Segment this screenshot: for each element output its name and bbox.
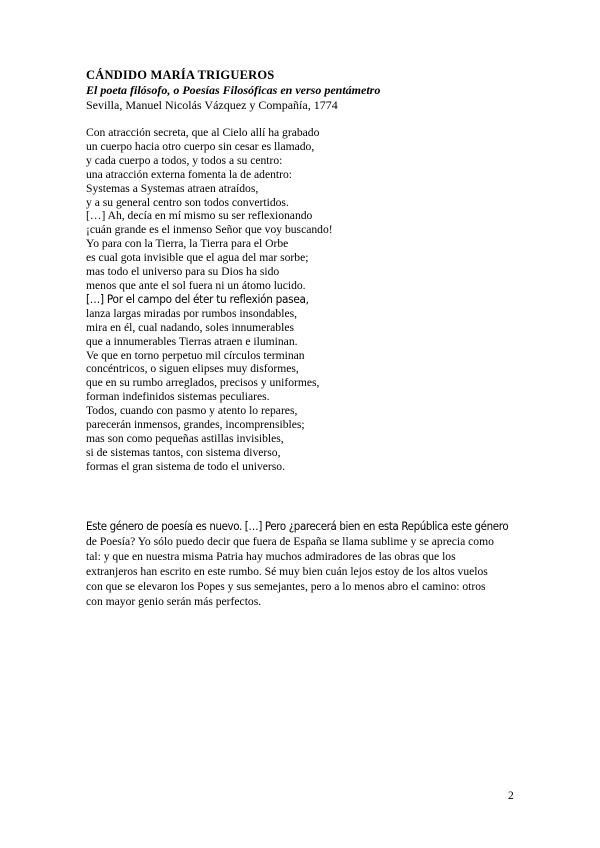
poem-line: mas son como pequeñas astillas invisibles, (86, 431, 284, 445)
poem-line: Ve que en torno perpetuo mil círculos terminan (86, 348, 305, 362)
poem-line: y a su general centro son todos convertidos. (86, 195, 289, 209)
document-header (86, 68, 526, 113)
poem-line: mas todo el universo para su Dios ha sido (86, 265, 280, 279)
prose-line: con que se elevaron los Popes y sus semejantes, pero a lo menos abro el camino: otros (86, 580, 486, 593)
poem-line: una atracción externa fomenta la de adentro: (86, 167, 293, 181)
poem-line: es cual gota invisible que el agua del mar sorbe; (86, 251, 309, 265)
poem-line: parecerán inmensos, grandes, incomprensibles; (86, 418, 305, 432)
poem-line: ¡cuán grande es el inmenso Señor que voy buscando! (86, 223, 333, 237)
prose-line: tal: y que en nuestra misma Patria hay muchos admiradores de las obras que los (86, 550, 456, 563)
poem-line: menos que ante el sol fuera ni un átomo lucido. (86, 278, 306, 292)
poem-line: […] Ah, decía en mí mismo su ser reflexionando (86, 209, 313, 223)
poem-line: forman indefinidos sistemas peculiares. (86, 390, 270, 404)
poem-line: lanza largas miradas por rumbos insondables, (86, 306, 297, 320)
prose-line: de Poesía? Yo sólo puedo decir que fuera de España se llama sublime y se aprecia como (86, 535, 494, 548)
poem-line: un cuerpo hacia otro cuerpo sin cesar es llamado, (86, 139, 315, 153)
poem-line: […] Por el campo del éter tu reflexión pasea, (86, 291, 309, 306)
poem-line: formas el gran sistema de todo el universo. (86, 459, 285, 473)
poem-line: mira en él, cual nadando, soles innumerables (86, 320, 294, 334)
imprint-line: Sevilla, Manuel Nicolás Vázquez y Compañía, 1774 (86, 98, 338, 112)
poem-line: y cada cuerpo a todos, y todos a su centro: (86, 153, 283, 167)
poem-line: Systemas a Systemas atraen atraídos, (86, 181, 259, 195)
author-name: CÁNDIDO MARÍA TRIGUEROS (86, 68, 275, 82)
prose-paragraph (86, 519, 518, 609)
poem-line: si de sistemas tantos, con sistema diverso, (86, 445, 281, 459)
prose-line: extranjeros han escrito en este rumbo. Sé muy bien cuán lejos estoy de los altos vuelos (86, 565, 488, 578)
poem-line: que a innumerables Tierras atraen e iluminan. (86, 334, 298, 348)
poem-line: Todos, cuando con pasmo y atento lo repares, (86, 404, 298, 418)
poem-line: concéntricos, o siguen elipses muy disformes, (86, 362, 299, 376)
work-title: El poeta filósofo, o Poesías Filosóficas en verso pentámetro (86, 83, 381, 97)
prose-line: con mayor genio serán más perfectos. (86, 595, 262, 608)
poem-block (86, 126, 526, 474)
prose-line: Este género de poesía es nuevo. […] Pero ¿parecerá bien en esta República este género (86, 519, 509, 533)
poem-line: que en su rumbo arreglados, precisos y uniformes, (86, 376, 320, 390)
page-number: 2 (508, 790, 514, 802)
poem-line: Yo para con la Tierra, la Tierra para el Orbe (86, 237, 289, 251)
poem-line: Con atracción secreta, que al Cielo allí ha grabado (86, 126, 320, 139)
